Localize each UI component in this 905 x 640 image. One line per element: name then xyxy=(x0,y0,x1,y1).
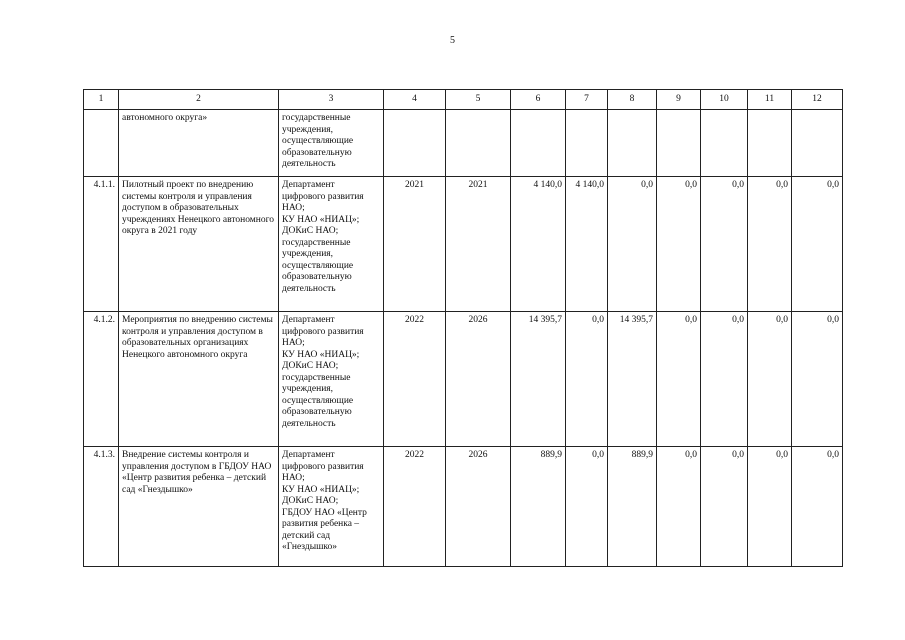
header-cell: 6 xyxy=(511,90,566,110)
executor: Департамент цифрового развития НАО; КУ НАО «НИАЦ»; ДОКиС НАО; государственные учреждения, осуществляющие образовательную деятельность xyxy=(279,312,384,447)
page-number: 5 xyxy=(450,35,455,46)
year-value: 0,0 xyxy=(701,447,748,567)
table-row xyxy=(84,110,843,177)
year-value: 0,0 xyxy=(566,447,608,567)
header-cell: 10 xyxy=(701,90,748,110)
total-value xyxy=(511,110,566,177)
header-cell: 5 xyxy=(446,90,511,110)
year-value: 0,0 xyxy=(657,447,701,567)
end-year: 2026 xyxy=(446,447,511,567)
table-row xyxy=(84,447,843,567)
year-value: 0,0 xyxy=(701,177,748,312)
program-table xyxy=(83,89,843,567)
header-cell: 1 xyxy=(84,90,119,110)
year-value xyxy=(566,110,608,177)
year-value: 0,0 xyxy=(701,312,748,447)
end-year xyxy=(446,110,511,177)
row-number xyxy=(84,110,119,177)
year-value: 14 395,7 xyxy=(608,312,657,447)
measure-name: Мероприятия по внедрению системы контроля и управления доступом в образовательных организациях Ненецкого автономного округа xyxy=(119,312,279,447)
year-value: 0,0 xyxy=(608,177,657,312)
executor: Департамент цифрового развития НАО; КУ НАО «НИАЦ»; ДОКиС НАО; ГБДОУ НАО «Центр развития ребенка – детский сад «Гнездышко» xyxy=(279,447,384,567)
measure-name: Внедрение системы контроля и управления доступом в ГБДОУ НАО «Центр развития ребенка – детский сад «Гнездышко» xyxy=(119,447,279,567)
table-row xyxy=(84,177,843,312)
year-value xyxy=(701,110,748,177)
header-cell: 8 xyxy=(608,90,657,110)
year-value: 889,9 xyxy=(608,447,657,567)
start-year xyxy=(384,110,446,177)
year-value: 0,0 xyxy=(792,177,843,312)
end-year: 2021 xyxy=(446,177,511,312)
header-row xyxy=(84,90,843,110)
year-value xyxy=(657,110,701,177)
total-value: 4 140,0 xyxy=(511,177,566,312)
year-value xyxy=(748,110,792,177)
row-number: 4.1.3. xyxy=(84,447,119,567)
year-value: 0,0 xyxy=(748,312,792,447)
year-value: 0,0 xyxy=(792,447,843,567)
row-number: 4.1.1. xyxy=(84,177,119,312)
header-cell: 12 xyxy=(792,90,843,110)
table-row xyxy=(84,312,843,447)
year-value: 0,0 xyxy=(748,447,792,567)
total-value: 889,9 xyxy=(511,447,566,567)
year-value: 0,0 xyxy=(566,312,608,447)
executor: государственные учреждения, осуществляющие образовательную деятельность xyxy=(279,110,384,177)
header-cell: 7 xyxy=(566,90,608,110)
year-value: 4 140,0 xyxy=(566,177,608,312)
year-value: 0,0 xyxy=(748,177,792,312)
header-cell: 11 xyxy=(748,90,792,110)
start-year: 2021 xyxy=(384,177,446,312)
start-year: 2022 xyxy=(384,447,446,567)
header-cell: 2 xyxy=(119,90,279,110)
executor: Департамент цифрового развития НАО; КУ НАО «НИАЦ»; ДОКиС НАО; государственные учреждения, осуществляющие образовательную деятельность xyxy=(279,177,384,312)
year-value: 0,0 xyxy=(657,312,701,447)
year-value xyxy=(792,110,843,177)
header-cell: 9 xyxy=(657,90,701,110)
year-value xyxy=(608,110,657,177)
row-number: 4.1.2. xyxy=(84,312,119,447)
measure-name: автономного округа» xyxy=(119,110,279,177)
header-cell: 3 xyxy=(279,90,384,110)
year-value: 0,0 xyxy=(792,312,843,447)
start-year: 2022 xyxy=(384,312,446,447)
measure-name: Пилотный проект по внедрению системы контроля и управления доступом в образовательных учреждениях Ненецкого автономного округа в 2021 году xyxy=(119,177,279,312)
end-year: 2026 xyxy=(446,312,511,447)
total-value: 14 395,7 xyxy=(511,312,566,447)
header-cell: 4 xyxy=(384,90,446,110)
year-value: 0,0 xyxy=(657,177,701,312)
